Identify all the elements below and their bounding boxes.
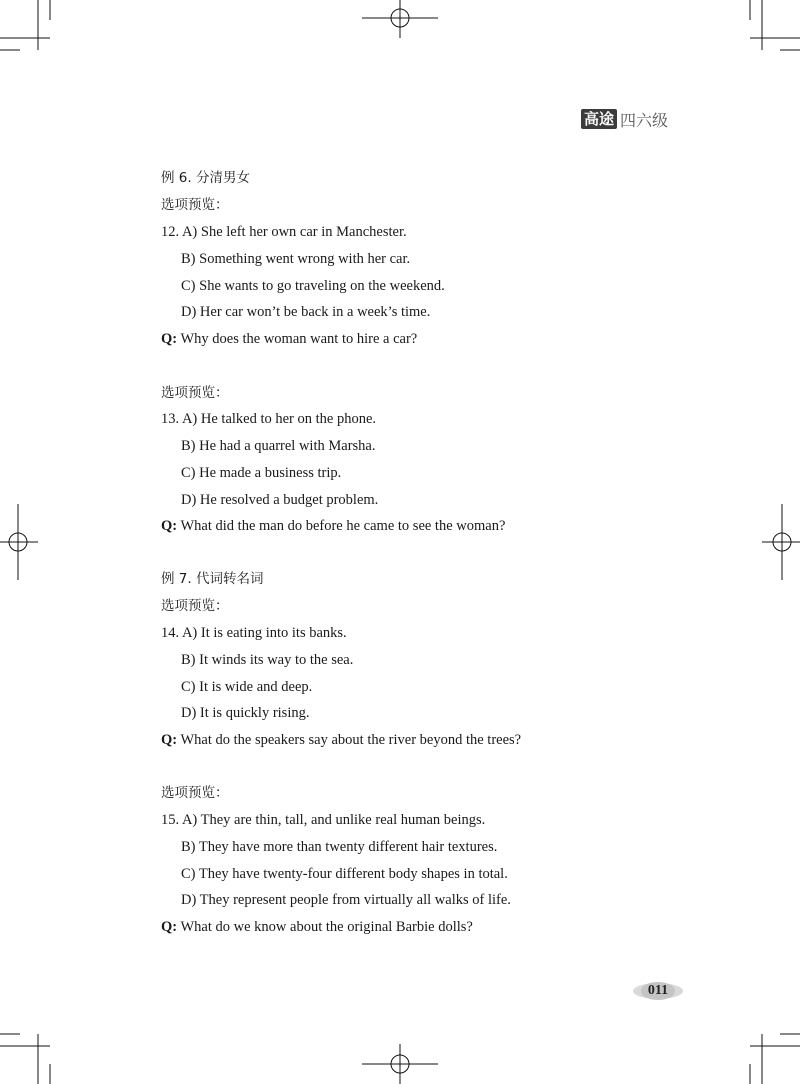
question-label: Q: [161, 732, 178, 748]
option-text: C) He made a business trip. [181, 465, 342, 481]
option-text: A) They are thin, tall, and unlike real human beings. [181, 812, 486, 828]
option-text: C) She wants to go traveling on the weekend. [181, 278, 445, 294]
question-number: 15. [161, 812, 180, 828]
section-title: 例 6. 分清男女 [161, 170, 250, 186]
question-option [161, 409, 376, 429]
question-text: What do we know about the original Barbie dolls? [180, 919, 473, 935]
question-option [161, 222, 407, 242]
question-number: 12. [161, 224, 180, 240]
question-line [161, 730, 521, 750]
option-text: D) They represent people from virtually all walks of life. [181, 892, 511, 908]
header-brand [581, 108, 668, 130]
question-text: What did the man do before he came to see the woman? [180, 518, 506, 534]
option-text: A) He talked to her on the phone. [181, 411, 377, 427]
option-text: C) It is wide and deep. [181, 679, 313, 695]
option-text: D) Her car won’t be back in a week’s time. [181, 304, 431, 320]
option-text: B) It winds its way to the sea. [181, 652, 354, 668]
option-text: C) They have twenty-four different body shapes in total. [181, 866, 508, 882]
preview-label: 选项预览： [161, 598, 229, 614]
preview-label: 选项预览： [161, 385, 229, 401]
brand-box: 高途 [581, 109, 617, 129]
option-text: B) They have more than twenty different hair textures. [181, 839, 498, 855]
option-text: D) It is quickly rising. [181, 705, 310, 721]
question-text: Why does the woman want to hire a car? [180, 331, 418, 347]
brand-text: 四六级 [620, 110, 669, 130]
option-text: A) She left her own car in Manchester. [181, 224, 407, 240]
option-text: D) He resolved a budget problem. [181, 492, 379, 508]
question-line [161, 516, 505, 536]
option-text: B) Something went wrong with her car. [181, 251, 411, 267]
option-text: A) It is eating into its banks. [181, 625, 347, 641]
section-title: 例 7. 代词转名词 [161, 571, 264, 587]
question-number: 13. [161, 411, 180, 427]
question-label: Q: [161, 518, 178, 534]
question-text: What do the speakers say about the river beyond the trees? [180, 732, 522, 748]
question-label: Q: [161, 331, 178, 347]
question-option [161, 623, 347, 643]
preview-label: 选项预览： [161, 197, 229, 213]
page-number: 011 [647, 983, 669, 998]
question-number: 14. [161, 625, 180, 641]
preview-label: 选项预览： [161, 785, 229, 801]
option-text: B) He had a quarrel with Marsha. [181, 438, 376, 454]
question-option [161, 810, 485, 830]
question-label: Q: [161, 919, 178, 935]
question-line [161, 917, 473, 937]
question-line [161, 329, 417, 349]
page-number-badge [632, 979, 684, 1003]
